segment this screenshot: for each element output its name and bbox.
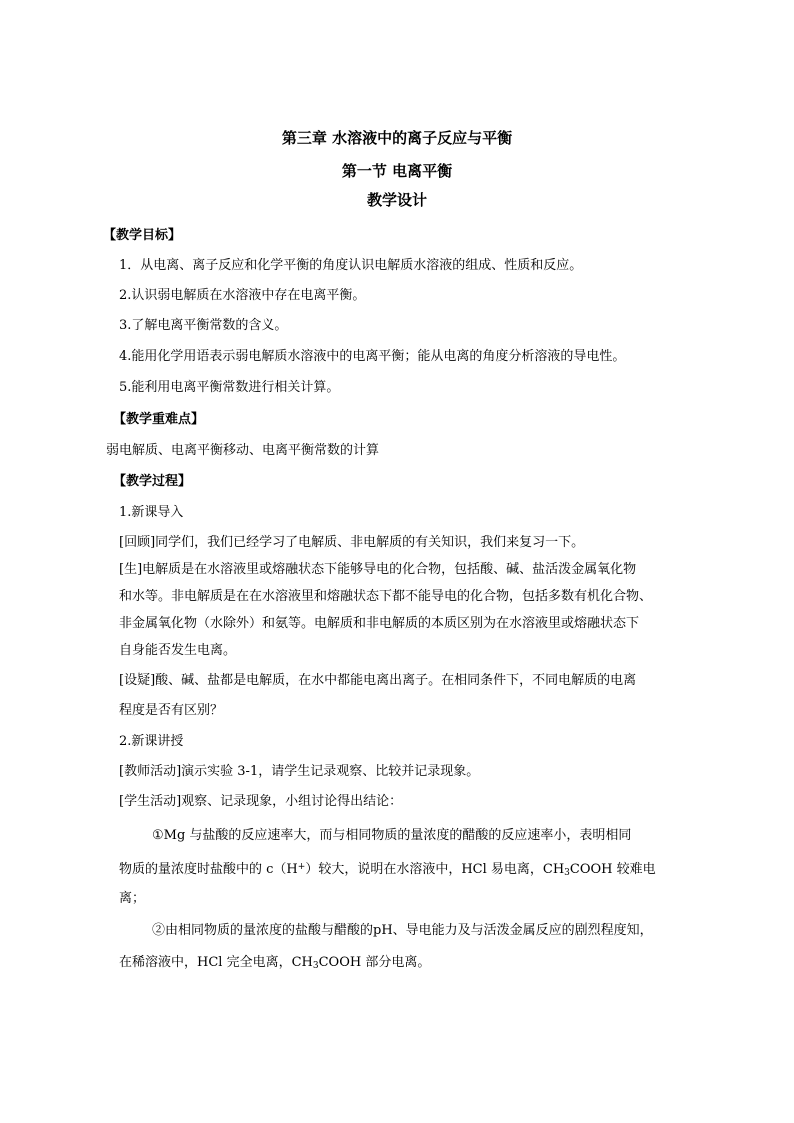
- section-title: 第一节 电离平衡: [341, 162, 453, 180]
- objective-item-3: 3.了解电离平衡常数的含义。: [119, 318, 288, 333]
- conclusion-1-text-c: COOH 较难电: [569, 862, 656, 877]
- objective-item-5: 5.能利用电离平衡常数进行相关计算。: [119, 380, 340, 395]
- teacher-activity: [教师活动]演示实验 3-1，请学生记录观察、比较并记录现象。: [119, 764, 480, 779]
- design-title: 教学设计: [366, 191, 427, 209]
- conclusion-1-text-b: ）较大，说明在水溶液中，HCl 易电离，CH: [305, 862, 565, 877]
- conclusion-2-text-b: COOH 部分电离。: [318, 955, 431, 970]
- question-line-1: [设疑]酸、碱、盐都是电解质，在水中都能电离出离子。在相同条件下，不同电解质的电离: [119, 673, 637, 688]
- conclusion-2-line-2: [119, 953, 679, 976]
- key-points-heading: 【教学重难点】: [113, 412, 205, 427]
- conclusion-2-text-a: 在稀溶液中，HCl 完全电离，CH: [119, 955, 313, 970]
- conclusion-1-text-a: 物质的量浓度时盐酸中的 c（H: [119, 862, 298, 877]
- h-plus-superscript: +: [297, 862, 306, 872]
- conclusion-1-line-2: [119, 857, 679, 883]
- new-lesson-title: 2.新课讲授: [119, 734, 184, 749]
- conclusion-1-line-1: ①Mg 与盐酸的反应速率大，而与相同物质的量浓度的醋酸的反应速率小，表明相同: [152, 828, 632, 843]
- objective-item-4: 4.能用化学用语表示弱电解质水溶液中的电离平衡；能从电离的角度分析溶液的导电性。: [119, 349, 626, 364]
- conclusion-1-line-3: 离；: [119, 891, 146, 906]
- objective-item-2: 2.认识弱电解质在水溶液中存在电离平衡。: [119, 288, 366, 303]
- student-answer-line-1: [生]电解质是在水溶液里或熔融状态下能够导电的化合物，包括酸、碱、盐活泼金属氧化物: [119, 562, 637, 577]
- ch3-subscript: 3: [564, 868, 570, 878]
- objective-item-1: 1．从电离、离子反应和化学平衡的角度认识电解质水溶液的组成、性质和反应。: [119, 258, 583, 273]
- objectives-heading: 【教学目标】: [103, 228, 182, 243]
- ch3-subscript-2: 3: [312, 961, 319, 971]
- student-answer-line-4: 自身能否发生电离。: [119, 643, 237, 658]
- question-line-2: 程度是否有区别？: [119, 703, 224, 718]
- student-answer-line-3: 非金属氧化物（水除外）和氨等。电解质和非电解质的本质区别为在水溶液里或熔融状态下: [119, 616, 640, 631]
- chapter-title: 第三章 水溶液中的离子反应与平衡: [281, 129, 513, 147]
- review-line: [回顾]同学们，我们已经学习了电解质、非电解质的有关知识，我们来复习一下。: [119, 535, 585, 550]
- conclusion-2-line-1: ②由相同物质的量浓度的盐酸与醋酸的pH、导电能力及与活泼金属反应的剧烈程度知，: [152, 923, 653, 938]
- student-activity: [学生活动]观察、记录现象，小组讨论得出结论：: [119, 794, 403, 809]
- student-answer-line-2: 和水等。非电解质是在在水溶液里和熔融状态下都不能导电的化合物，包括多数有机化合物、: [119, 589, 653, 604]
- process-heading: 【教学过程】: [113, 474, 192, 489]
- key-points-text: 弱电解质、电离平衡移动、电离平衡常数的计算: [106, 443, 380, 458]
- intro-title: 1.新课导入: [119, 505, 184, 520]
